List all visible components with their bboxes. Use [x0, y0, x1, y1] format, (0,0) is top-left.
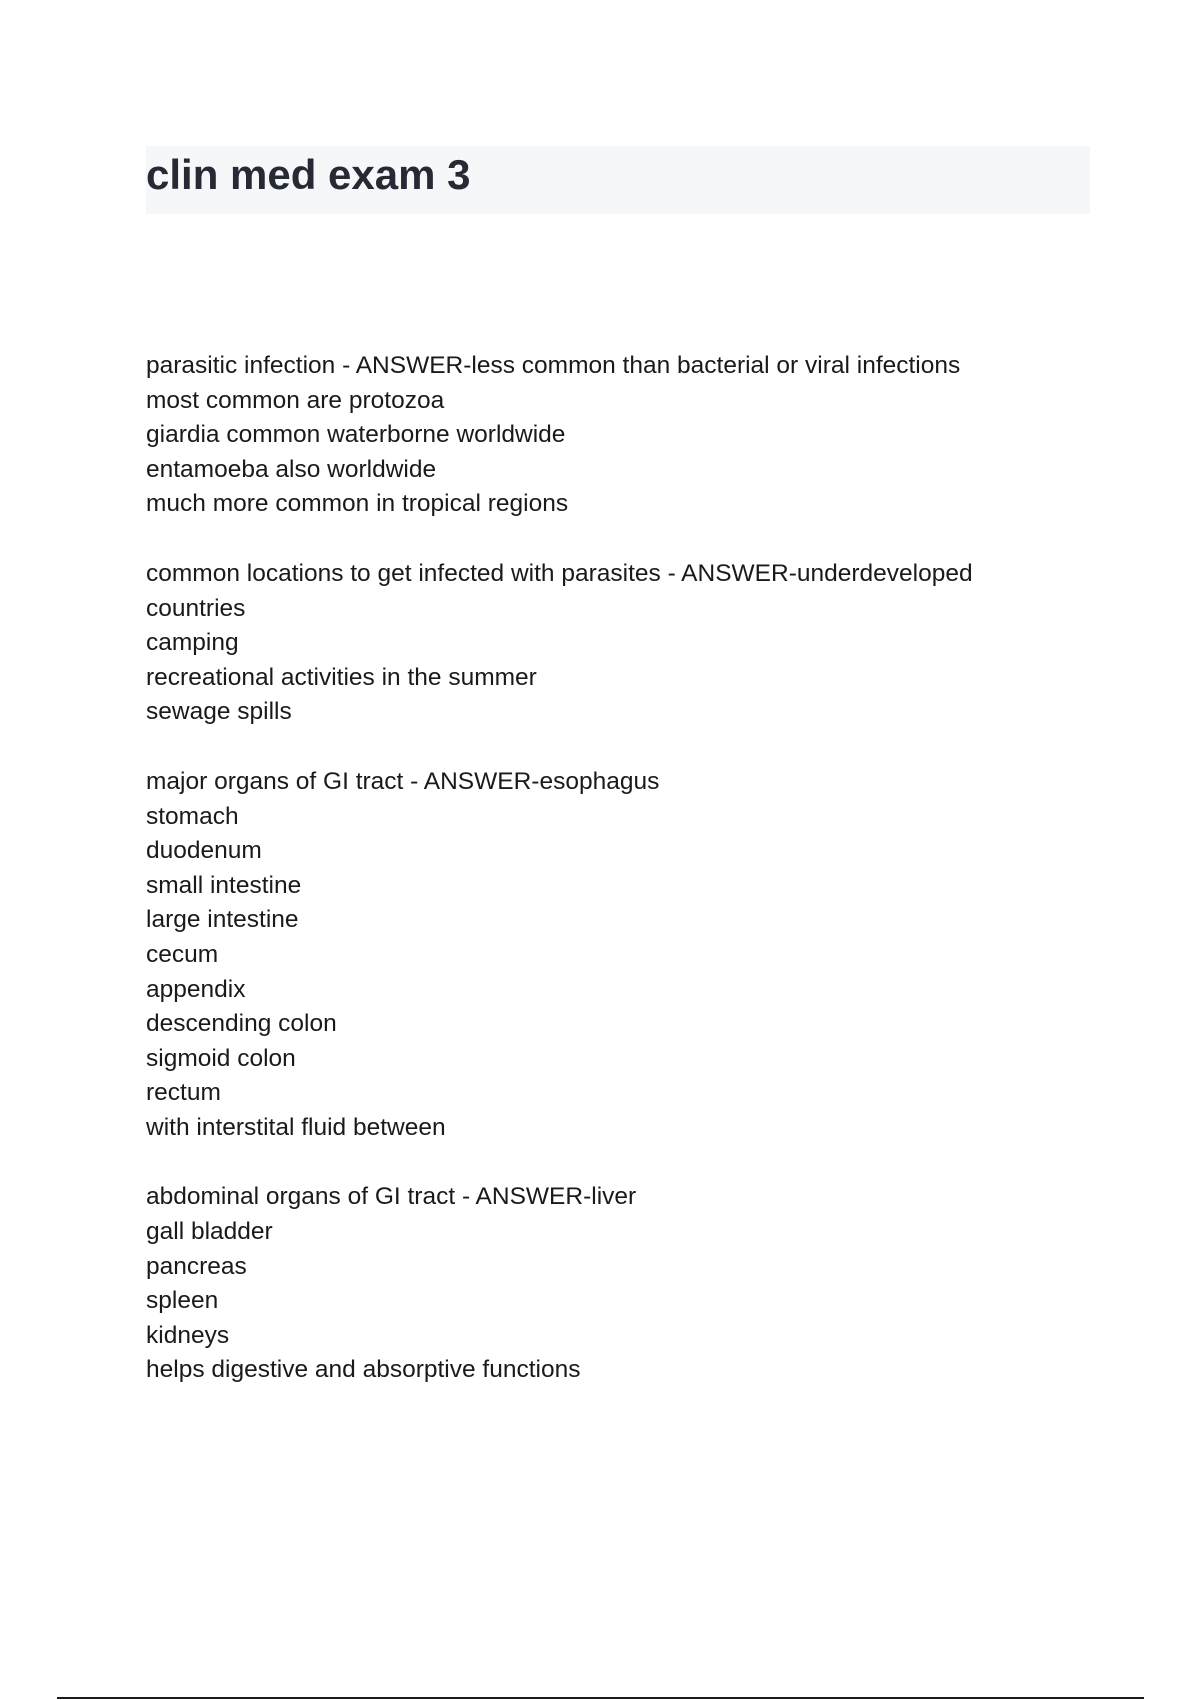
entry-line: cecum — [146, 940, 219, 968]
entry-line: common locations to get infected with parasites - ANSWER-underdeveloped — [146, 559, 973, 587]
document-body — [146, 349, 1090, 1423]
entry-line: abdominal organs of GI tract - ANSWER-liver — [146, 1183, 637, 1211]
entry-line: gall bladder — [146, 1218, 273, 1246]
entry-line: appendix — [146, 975, 246, 1003]
entry-line: rectum — [146, 1079, 221, 1107]
entry-line: small intestine — [146, 871, 302, 899]
document-title: clin med exam 3 — [146, 151, 471, 198]
entry-line: major organs of GI tract - ANSWER-esophagus — [146, 767, 660, 795]
entry-line: parasitic infection - ANSWER-less common than bacterial or viral infections — [146, 352, 961, 379]
qa-entry — [146, 557, 1090, 730]
entry-line: descending colon — [146, 1010, 337, 1038]
qa-entry — [146, 349, 1090, 522]
entry-line: recreational activities in the summer — [146, 663, 537, 691]
entry-line: duodenum — [146, 837, 262, 865]
entry-line: stomach — [146, 802, 239, 830]
entry-line: kidneys — [146, 1321, 230, 1349]
entry-line: large intestine — [146, 906, 299, 934]
entry-line: countries — [146, 594, 246, 622]
entry-line: helps digestive and absorptive functions — [146, 1356, 581, 1384]
entry-line: with interstital fluid between — [146, 1113, 446, 1141]
entry-line: giardia common waterborne worldwide — [146, 421, 566, 449]
entry-line: pancreas — [146, 1252, 247, 1280]
entry-line: much more common in tropical regions — [146, 490, 569, 518]
qa-entry — [146, 765, 1090, 1146]
entry-line: camping — [146, 629, 239, 657]
entry-line: sewage spills — [146, 698, 292, 726]
footer-divider — [57, 1697, 1144, 1699]
qa-entry — [146, 1180, 1090, 1388]
entry-line: sigmoid colon — [146, 1044, 296, 1072]
title-banner — [146, 146, 1090, 214]
entry-line: spleen — [146, 1287, 219, 1315]
entry-line: most common are protozoa — [146, 386, 445, 414]
entry-line: entamoeba also worldwide — [146, 455, 437, 483]
